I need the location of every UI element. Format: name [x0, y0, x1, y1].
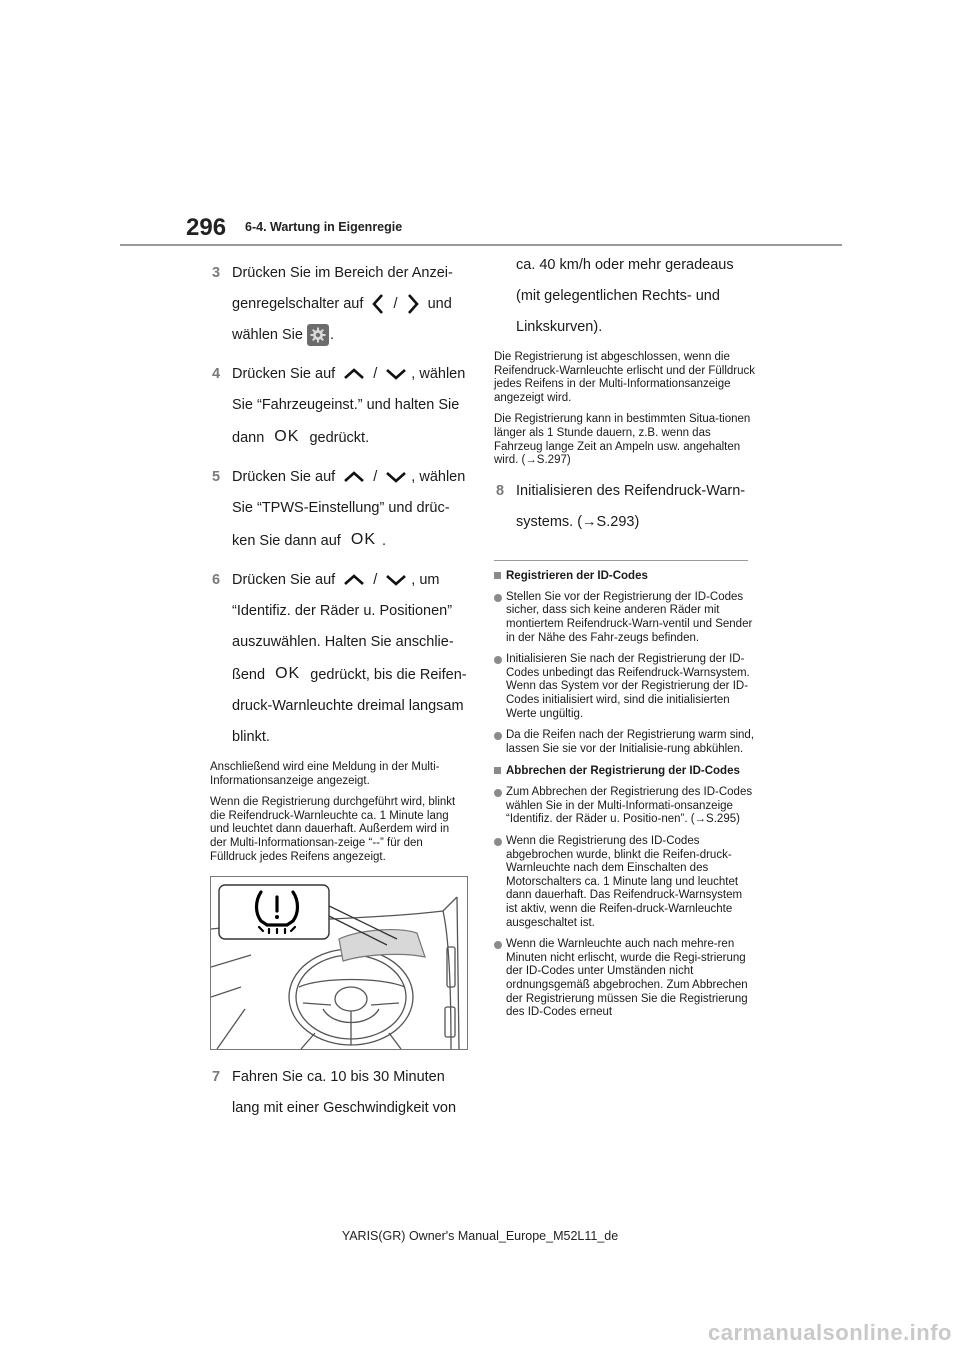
step-text: ken Sie dann auf [232, 533, 341, 549]
dashboard-drawing [211, 877, 467, 1049]
step-text: Drücken Sie auf [232, 572, 336, 588]
chevron-down-icon [385, 573, 407, 587]
header-divider [120, 244, 842, 246]
bullet-dot-icon [494, 594, 502, 602]
left-column [210, 258, 468, 1132]
step-text: Linkskurven). [516, 319, 603, 335]
step-text: Drücken Sie auf [232, 366, 336, 382]
ok-icon: OK [275, 665, 301, 682]
right-column [494, 250, 756, 1028]
bullet-dot-icon [494, 838, 502, 846]
chevron-right-icon [406, 293, 420, 315]
step-text: genregelschalter auf [232, 296, 364, 312]
step-number: 5 [212, 469, 221, 485]
note-text: Anschließend wird eine Meldung in der Multi-Informationsanzeige angezeigt. [210, 761, 440, 787]
step-text: auszuwählen. Halten Sie anschlie- [232, 634, 454, 650]
dashboard-illustration [210, 876, 468, 1050]
step-text: “Identifiz. der Räder u. Positionen” [232, 603, 453, 619]
list-item: Wenn die Registrierung des ID-Codes abgebrochen wurde, blinkt die Reifen-druck-Warnleuchte nach dem Einschalten des Motorschalters ca. 1 Minute lang und leuchtet dann dauerhaft. Das Reifendruck-Warnsystem ist aktiv, wenn die Reifen-druck-Warnleuchte ausgeschaltet ist. [494, 835, 756, 930]
watermark: carmanualsonline.info [708, 1320, 952, 1345]
section-divider [494, 560, 748, 561]
step-5 [210, 462, 468, 557]
list-item: Da die Reifen nach der Registrierung warm sind, lassen Sie sie vor der Initialisie-rung abkühlen. [494, 729, 756, 756]
bullet-dot-icon [494, 941, 502, 949]
bullet-dot-icon [494, 656, 502, 664]
list-item: Stellen Sie vor der Registrierung der ID-Codes sicher, dass sich keine anderen Räder mit montiertem Reifendruck-Warn-ventil und Sender in der Nähe des Fahr-zeugs befinden. [494, 591, 756, 645]
step-text: (mit gelegentlichen Rechts- und [516, 288, 720, 304]
step-text: Drücken Sie auf [232, 469, 336, 485]
gear-icon [307, 324, 329, 346]
step-text: gedrückt. [309, 430, 370, 446]
step-text: . [382, 533, 387, 549]
step-text: Initialisieren des Reifendruck-Warn- [516, 482, 746, 499]
footer-text: YARIS(GR) Owner's Manual_Europe_M52L11_de [341, 1229, 619, 1243]
note-text: Wenn die Registrierung durchgeführt wird, blinkt die Reifendruck-Warnleuchte ca. 1 Minute lang und leuchtet dann dauerhaft. Außerdem wird in der Multi-Informationsan-zeige “--” für den Fülldruck jedes Reifens angezeigt. [210, 796, 456, 863]
step-number: 4 [212, 366, 221, 382]
step-6 [210, 565, 468, 753]
slash-text: / [373, 572, 378, 588]
list-item: Zum Abbrechen der Registrierung des ID-Codes wählen Sie in der Multi-Informati-onsanzeige “Identifiz. der Räder u. Positio-nen”. (→S.295) [494, 786, 756, 827]
square-bullet-icon [494, 572, 501, 579]
slash-text: / [373, 469, 378, 485]
chevron-up-icon [343, 573, 365, 587]
step-number: 8 [496, 482, 505, 499]
ok-icon: OK [350, 531, 376, 548]
note-text: Die Registrierung ist abgeschlossen, wenn die Reifendruck-Warnleuchte erlischt und der Fülldruck jedes Reifens in der Multi-Informationsanzeige angezeigt wird. [494, 351, 755, 404]
step-7-continued [494, 250, 756, 343]
slash-text: / [393, 296, 398, 312]
step-text: . [329, 327, 334, 343]
slash-text: / [373, 366, 378, 382]
subheading-register-id-codes: Registrieren der ID-Codes [494, 569, 756, 583]
list-item: Wenn die Warnleuchte auch nach mehre-ren Minuten nicht erlischt, wurde die Regi-strierung der ID-Codes unter Umständen nicht ordnungsgemäß abgebrochen. Zum Abbrechen der Registrierung müssen Sie die Registrierung des ID-Codes erneut [494, 938, 756, 1020]
chevron-up-icon [343, 367, 365, 381]
chevron-up-icon [343, 470, 365, 484]
step-text: , um [411, 572, 440, 588]
step-text: Fahren Sie ca. 10 bis 30 Minuten [232, 1069, 445, 1086]
square-bullet-icon [494, 767, 501, 774]
step-text: wählen Sie [232, 327, 303, 343]
chevron-left-icon [371, 293, 385, 315]
page-number: 296 [186, 214, 227, 241]
step-text: systems. (→S.293) [516, 513, 640, 530]
note-text: Die Registrierung kann in bestimmten Situa-tionen länger als 1 Stunde dauern, z.B. wenn das Fahrzeug lange Zeit an Ampeln usw. angehalten wird. (→S.297) [494, 413, 751, 467]
step-number: 7 [212, 1069, 221, 1086]
subheading-cancel-registration: Abbrechen der Registrierung der ID-Codes [494, 764, 756, 778]
step-text: dann [232, 430, 265, 446]
step-text: gedrückt, bis die Reifen- [310, 667, 467, 683]
step-3 [210, 258, 468, 351]
bullet-dot-icon [494, 732, 502, 740]
step-text: ßend [232, 667, 266, 683]
step-text: lang mit einer Geschwindigkeit von [232, 1100, 457, 1117]
step-text: , wählen [411, 469, 466, 485]
step-7 [210, 1062, 468, 1124]
section-title: 6-4. Wartung in Eigenregie [245, 220, 403, 234]
step-number: 3 [212, 265, 221, 281]
chevron-down-icon [385, 470, 407, 484]
step-4 [210, 359, 468, 454]
bullet-dot-icon [494, 789, 502, 797]
chevron-down-icon [385, 367, 407, 381]
step-8 [494, 476, 756, 538]
step-text: und [427, 296, 452, 312]
step-text: Sie “TPWS-Einstellung” und drüc- [232, 500, 450, 516]
list-item: Initialisieren Sie nach der Registrierung der ID-Codes unbedingt das Reifendruck-Warnsystem. Wenn das System vor der Registrierung der ID-Codes initialisiert wird, sind die initialisierten Werte ungültig. [494, 653, 756, 721]
step-text: , wählen [411, 366, 466, 382]
step-number: 6 [212, 572, 221, 588]
step-text: Drücken Sie im Bereich der Anzei- [232, 265, 453, 281]
step-text: druck-Warnleuchte dreimal langsam [232, 698, 464, 714]
step-text: Sie “Fahrzeugeinst.” und halten Sie [232, 397, 460, 413]
step-text: ca. 40 km/h oder mehr geradeaus [516, 257, 734, 273]
step-text: blinkt. [232, 729, 270, 745]
ok-icon: OK [274, 428, 300, 445]
